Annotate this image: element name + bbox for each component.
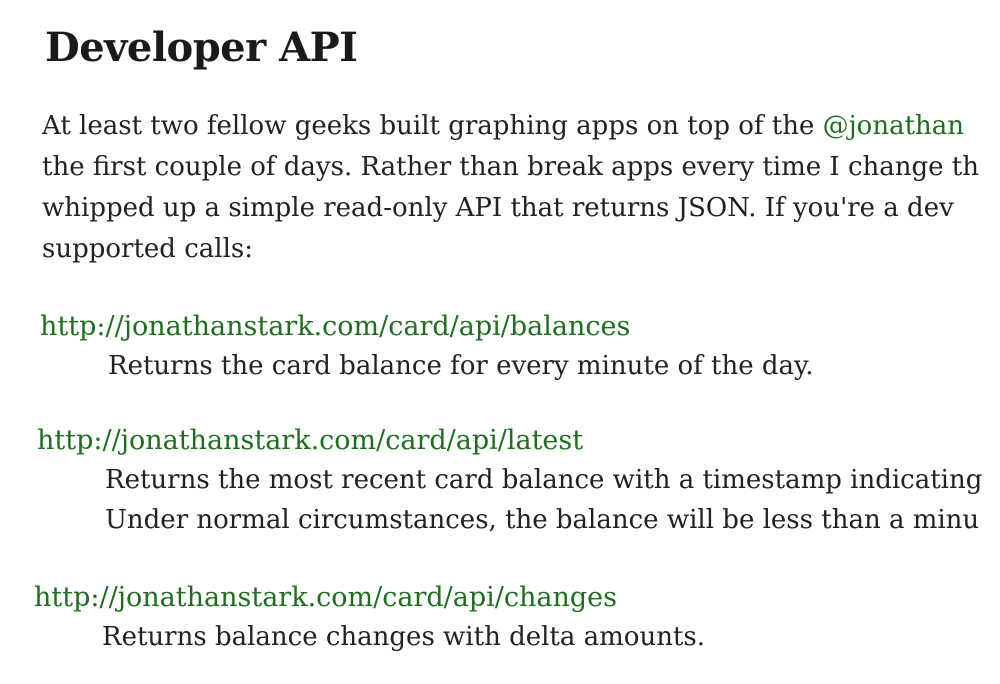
endpoint-latest [37,422,1000,540]
twitter-mention-link[interactable]: @jonathan [822,111,965,141]
endpoint-latest-description [37,460,1000,540]
endpoint-latest-desc-line-1: Returns the most recent card balance with a timestamp indicating [105,465,983,495]
page-title: Developer API [45,24,358,71]
intro-line-2: the first couple of days. Rather than break apps every time I change th [42,152,980,182]
endpoint-balances-description [40,346,1000,386]
endpoint-changes [34,579,1000,657]
endpoint-latest-desc-line-2: Under normal circumstances, the balance will be less than a minu [105,505,980,535]
endpoint-balances [40,308,1000,386]
endpoint-latest-link[interactable]: http://jonathanstark.com/card/api/latest [37,425,584,456]
intro-line-3: whipped up a simple read-only API that returns JSON. If you're a dev [42,193,954,223]
endpoint-changes-description [34,617,1000,657]
intro-line-1-text: At least two fellow geeks built graphing apps on top of the [42,111,823,141]
endpoint-balances-desc-line-1: Returns the card balance for every minute of the day. [108,351,814,381]
intro-paragraph [42,106,1000,270]
intro-line-1 [42,106,1000,147]
endpoint-changes-desc-line-1: Returns balance changes with delta amounts. [102,622,705,652]
endpoint-balances-link[interactable]: http://jonathanstark.com/card/api/balances [40,311,631,342]
intro-line-4: supported calls: [42,234,253,264]
endpoint-changes-link[interactable]: http://jonathanstark.com/card/api/changes [34,582,617,613]
